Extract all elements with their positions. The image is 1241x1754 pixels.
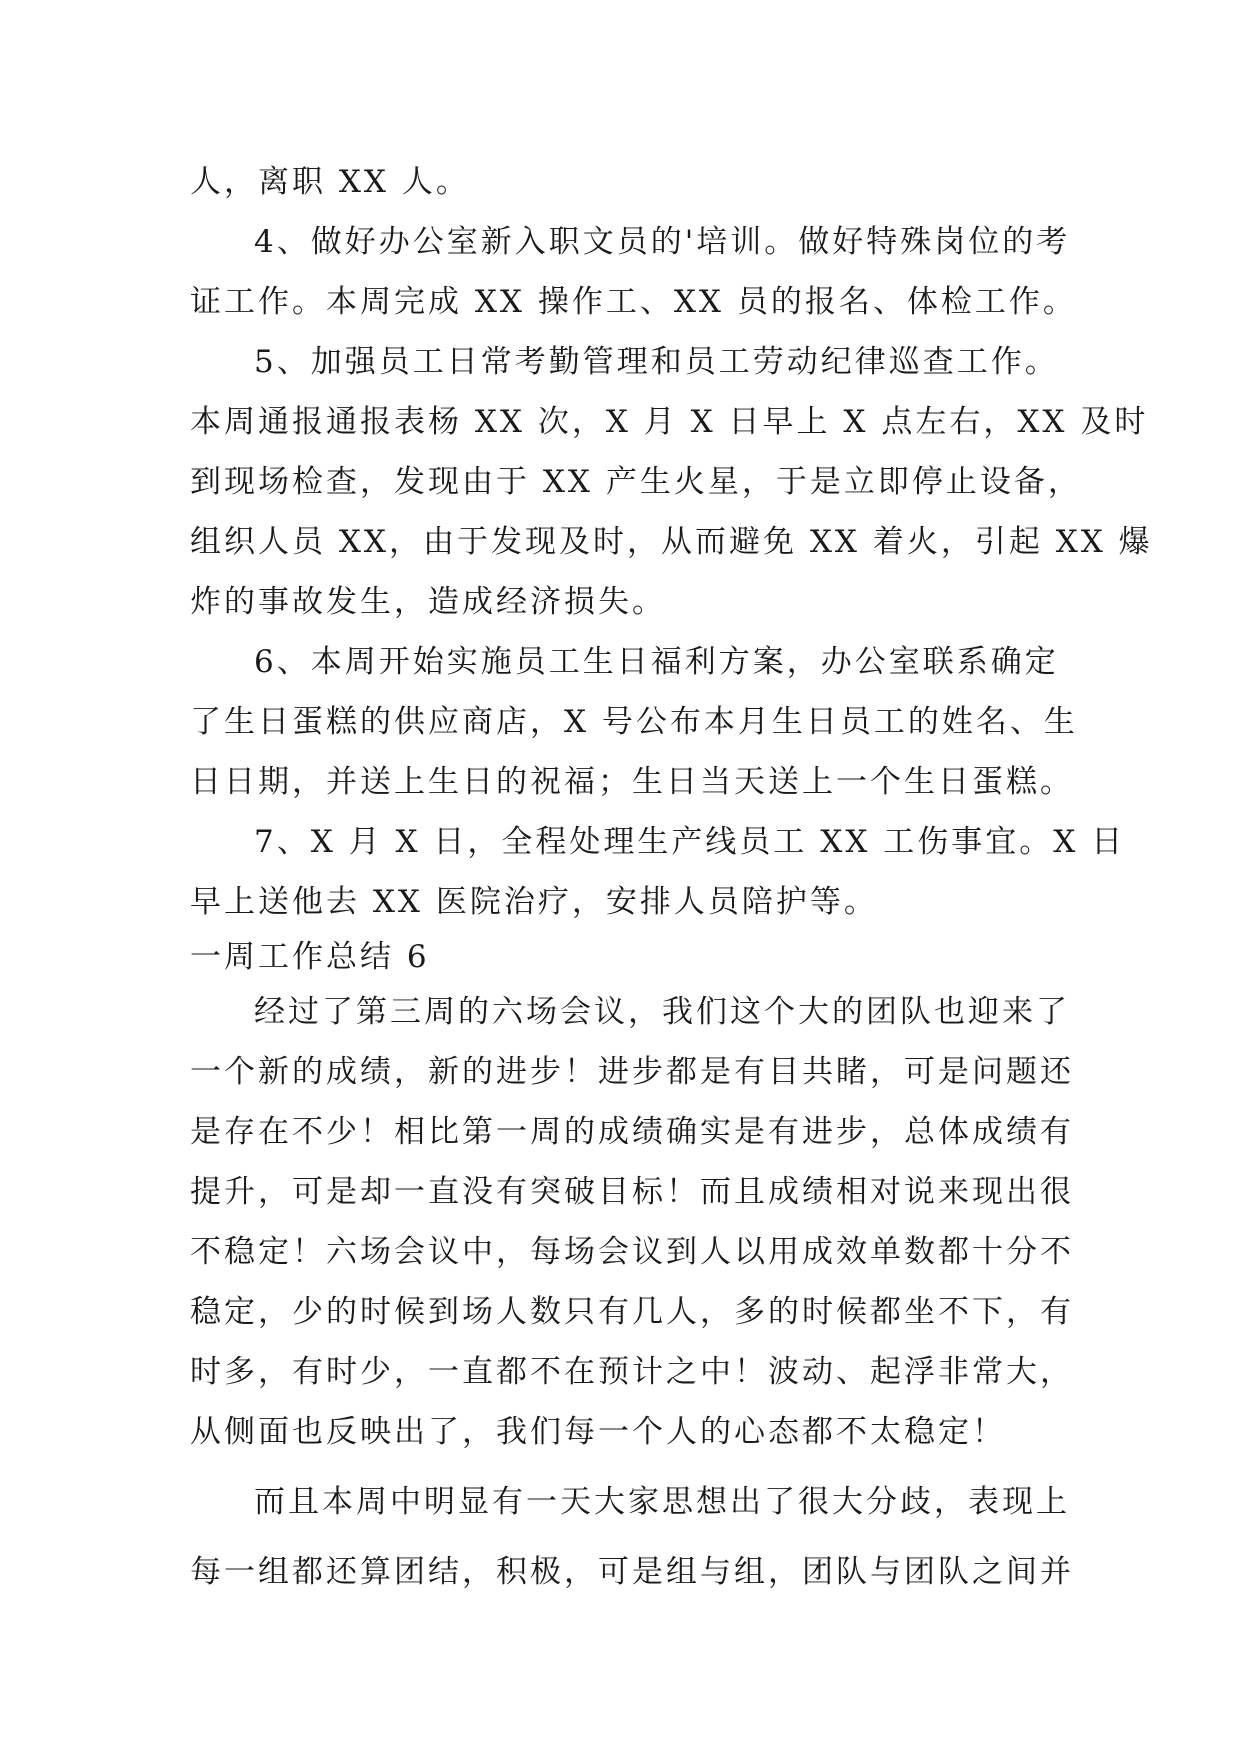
text-line: 证工作。本周完成 XX 操作工、XX 员的报名、体检工作。	[190, 284, 1077, 320]
paragraph-item-6: 6、本周开始实施员工生日福利方案，办公室联系确定	[254, 644, 1059, 680]
text-line: 稳定，少的时候到场人数只有几人，多的时候都坐不下，有	[190, 1294, 1074, 1330]
paragraph-item-4: 4、做好办公室新入职文员的'培训。做好特殊岗位的考	[254, 224, 1071, 260]
section-title: 一周工作总结 6	[190, 939, 430, 975]
text-line: 一个新的成绩，新的进步！进步都是有目共睹，可是问题还	[190, 1054, 1074, 1090]
paragraph-item-5: 5、加强员工日常考勤管理和员工劳动纪律巡查工作。	[254, 344, 1059, 380]
text-line: 每一组都还算团结，积极，可是组与组，团队与团队之间并	[190, 1554, 1074, 1590]
text-line: 日日期，并送上生日的祝福；生日当天送上一个生日蛋糕。	[190, 764, 1074, 800]
text-line: 早上送他去 XX 医院治疗，安排人员陪护等。	[190, 884, 878, 920]
text-line: 不稳定！六场会议中，每场会议到人以用成效单数都十分不	[190, 1234, 1074, 1270]
text-line: 本周通报通报表杨 XX 次，X 月 X 日早上 X 点左右，XX 及时	[190, 404, 1149, 440]
text-line: 人，离职 XX 人。	[190, 164, 470, 200]
text-line: 炸的事故发生，造成经济损失。	[190, 584, 666, 620]
paragraph-start: 而且本周中明显有一天大家思想出了很大分歧，表现上	[254, 1484, 1070, 1520]
text-line: 从侧面也反映出了，我们每一个人的心态都不太稳定！	[190, 1414, 1006, 1450]
text-line: 了生日蛋糕的供应商店，X 号公布本月生日员工的姓名、生	[190, 704, 1078, 740]
text-line: 时多，有时少，一直都不在预计之中！波动、起浮非常大，	[190, 1354, 1074, 1390]
paragraph-start: 经过了第三周的六场会议，我们这个大的团队也迎来了	[254, 994, 1070, 1030]
text-line: 是存在不少！相比第一周的成绩确实是有进步，总体成绩有	[190, 1114, 1074, 1150]
text-line: 提升，可是却一直没有突破目标！而且成绩相对说来现出很	[190, 1174, 1074, 1210]
text-line: 组织人员 XX，由于发现及时，从而避免 XX 着火，引起 XX 爆	[190, 524, 1153, 560]
paragraph-item-7: 7、X 月 X 日，全程处理生产线员工 XX 工伤事宜。X 日	[254, 824, 1126, 860]
document-body	[190, 152, 1153, 1602]
text-line: 到现场检查，发现由于 XX 产生火星，于是立即停止设备，	[190, 464, 1082, 500]
